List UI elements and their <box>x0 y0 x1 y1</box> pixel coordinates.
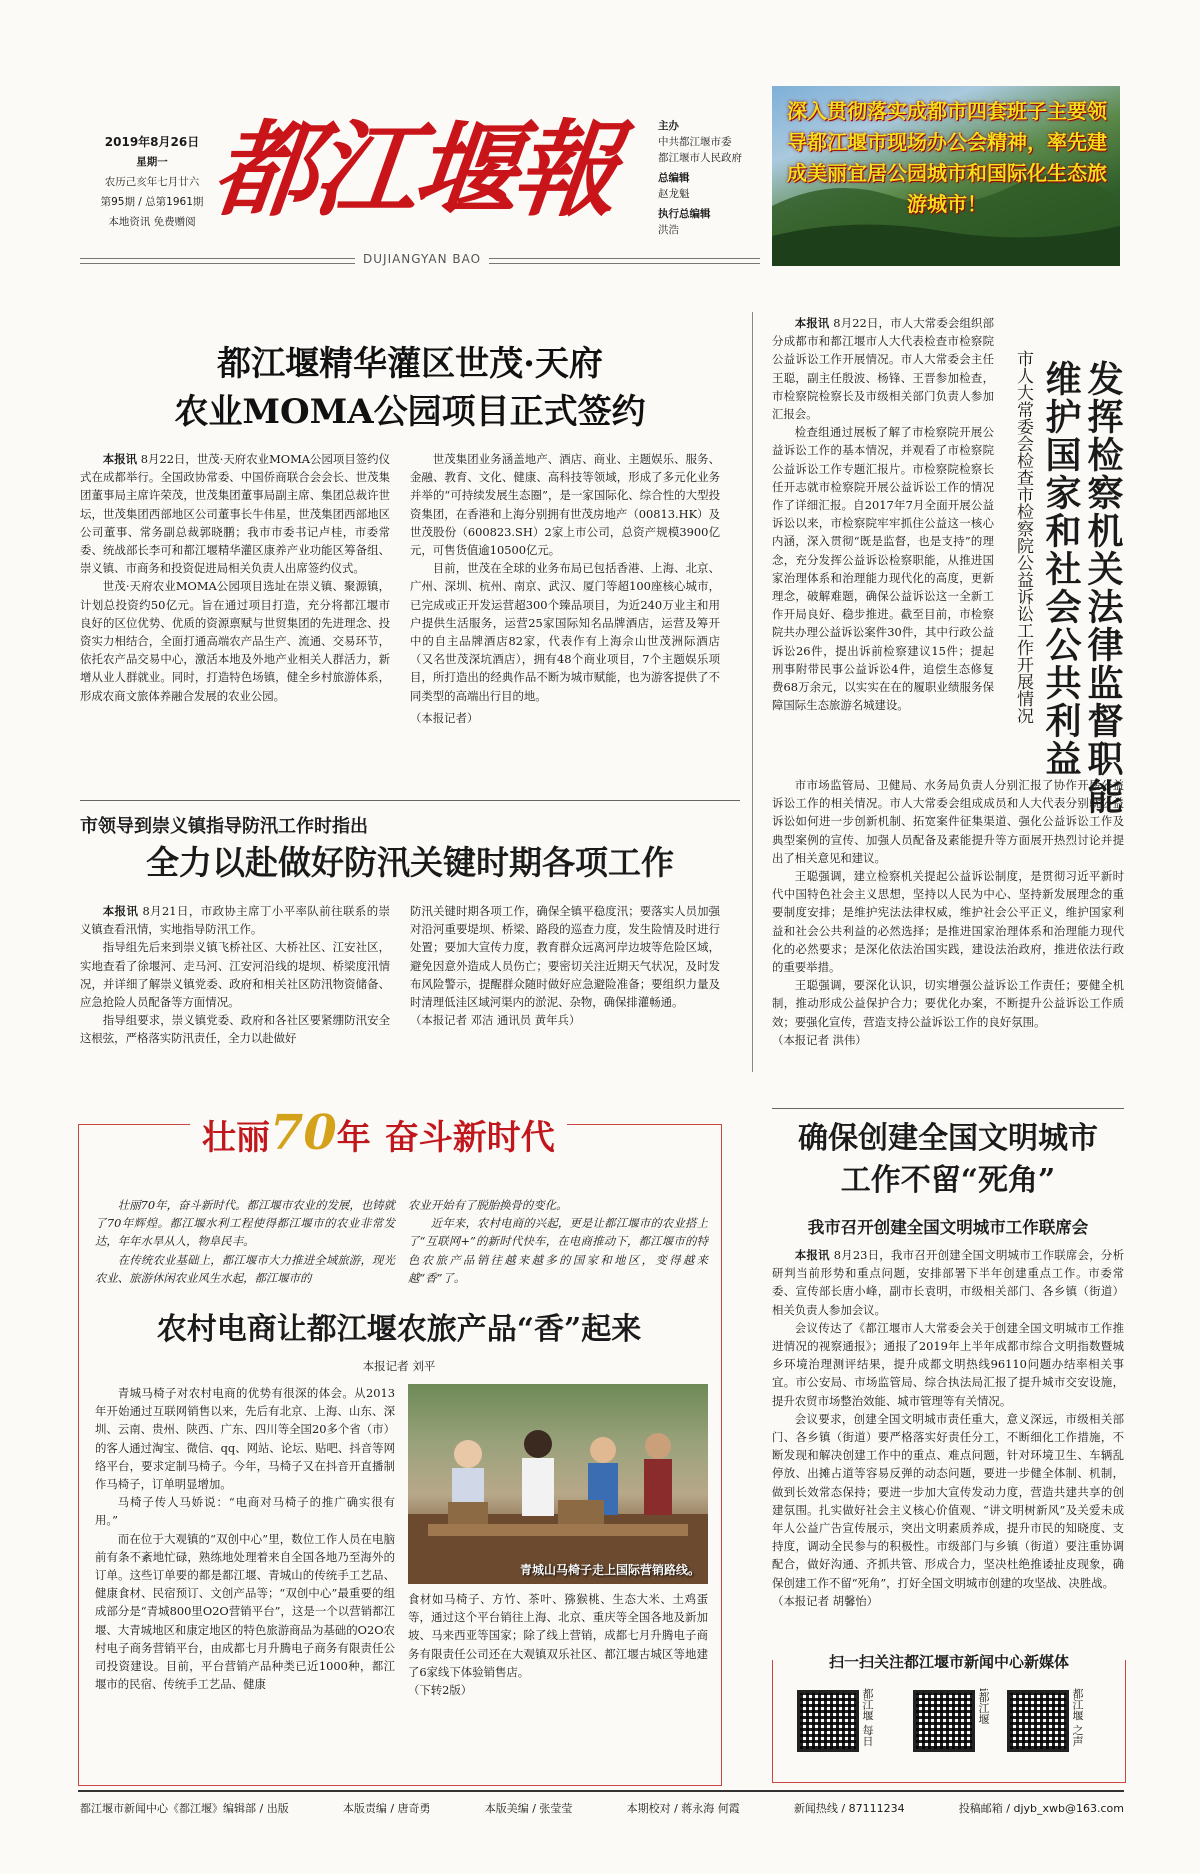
article2-para-4: 防汛关键时期各项工作，确保全镇平稳度汛；要落实人员加强对沿河重要堤坝、桥梁、路段的巡查力度，发生险情及时进行处置；要加大宣传力度，教育群众远离河岸边坡等危险区域，避免因意外造成人员伤亡；要密切关注近期天气状况，及时发布风险警示，提醒群众随时做好应急避险准备；要组织力量及时清理低洼区域河渠内的淤泥、杂物，确保排灌畅通。 <box>410 904 720 1010</box>
feature-intro-para-2: 在传统农业基础上，都江堰市大力推进全域旅游，现光农业、旅游休闲农业风生水起，都江堰市的 <box>95 1252 395 1285</box>
footer-publisher: 都江堰市新闻中心《都江堰》编辑部 / 出版 <box>80 1802 289 1815</box>
feature-para-3: 而在位于大观镇的“双创中心”里，数位工作人员在电脑前有条不紊地忙碌，熟练地处理着来自全国各地乃至海外的订单。这些订单要的都是都江堰、青城山的传统手工艺品、健康食材、民宿预订、文创产品等；“双创中心”最重要的组成部分是“青城800里O2O营销平台”，这是一个以营销都江堰、大青城地区和康定地区的特色旅游商品为基础的O2O农村电子商务营销平台，由成都七月升腾电子商务有限责任公司投资建设。目前，平台营销产品种类已近1000种，都江堰市的民宿、传统手工艺品、健康 <box>95 1531 395 1692</box>
article3-para-3: 市市场监管局、卫健局、水务局负责人分别汇报了协作开展公益诉讼工作的相关情况。市人大常委会组成成员和人大代表分别就公益诉讼如何进一步创新机制、拓宽案件征集渠道、强化公益诉讼工作及典型案例的宣传、加强人员配备及素能提升等方面展开热烈讨论并提出了相关意见和建议。 <box>772 778 1124 865</box>
article2-title: 全力以赴做好防汛关键时期各项工作 <box>146 843 674 882</box>
photo-scene <box>408 1384 708 1584</box>
article1-para-4: 目前，世茂在全球的业务布局已包括香港、上海、北京、广州、深圳、杭州、南京、武汉、厦门等超100座核心城市，已完成或正开发运营超300个臻品项目，为近240万业主和用户提供生活服务，运营25家国际知名品牌酒店，运营及筹开中的自主品牌酒店82家，代表作有上海佘山世茂洲际酒店（又名世茂深坑酒店），拥有48个商业项目，7个主题娱乐项目，所打造出的经典作品不断为城市赋能，也为游客提供了不同类型的高端出行目的地。 <box>410 561 720 703</box>
distribution-note: 本地资讯 免费赠阅 <box>108 216 196 228</box>
article3-para-5: 王聪强调，要深化认识，切实增强公益诉讼工作责任；要健全机制，推动形成公益保护合力；要优化办案，不断提升公益诉讼工作质效；要强化宣传，营造支持公益诉讼工作的良好氛围。 <box>772 978 1124 1029</box>
article2-para-2: 指导组先后来到崇义镇飞桥社区、大桥社区、江安社区，实地查看了徐堰河、走马河、江安河沿线的堤坝、桥梁度汛情况，并详细了解崇义镇党委、政府和相关社区防汛物资储备、应急抢险人员配备等方面情况。 <box>80 940 390 1010</box>
article1-para-1: 8月22日，世茂·天府农业MOMA公园项目签约仪式在成都举行。全国政协常委、中国侨商联合会会长、世茂集团董事局主席许荣茂，世茂集团董事局副主席、集团总裁许世坛，世茂集团西部地区公司董事长牛伟星，世茂集团西部地区公司董事、常务副总裁郭晓鹏；我市市委书记卢桂，市委常委、统战部长李可和都江堰精华灌区康养产业功能区筹备组、崇义镇、市商务和投资促进局相关负责人出席签约仪式。 <box>80 452 390 576</box>
masthead-credits <box>658 118 758 238</box>
qr-header: 扫一扫关注都江堰市新闻中心新媒体 <box>828 1653 1069 1671</box>
article1-para-3: 世茂集团业务涵盖地产、酒店、商业、主题娱乐、服务、金融、教育、文化、健康、高科技等领域，形成了多元化业务并举的“可持续发展生态圈”，是一家国际化、综合性的大型投资集团，在香港和上海分别拥有世茂房地产（00813.HK）及世茂股份（600823.SH）2家上市公司，总资产规模3900亿元，可售货值逾10500亿元。 <box>410 452 720 558</box>
article4-lead: 本报讯 <box>794 1248 830 1262</box>
feature-column-1 <box>95 1384 395 1693</box>
feature-banner-slogan: 奋斗新时代 <box>384 1118 555 1158</box>
article3-para-2: 检查组通过展板了解了市检察院开展公益诉讼工作的基本情况，并观看了市检察院公益诉讼工作专题汇报片。市检察院检察长任开志就市检察院开展公益诉讼工作的情况作了详细汇报。自2017年7月全面开展公益诉讼以来，市检察院牢牢抓住公益这一核心内涵，深入贯彻“既是监督，也是支持”的理念，充分发挥公益诉讼检察职能，从推进国家治理体系和治理能力现代化的高度，更新理念，破解难题，确保公益诉讼这一全新工作开局良好、稳步推进。截至目前，市检察院共办理公益诉讼案件30件，其中行政公益诉讼26件，提出诉前检察建议15件；提起刑事附带民事公益诉讼4件，追偿生态修复费68万余元，以实实在在的履职业绩服务保障国际生态旅游名城建设。 <box>772 425 994 713</box>
article2-byline: （本报记者 邓洁 通讯员 黄年兵） <box>410 1013 581 1028</box>
article4-byline: （本报记者 胡馨怡） <box>772 1593 879 1608</box>
article3-para-4: 王聪强调，建立检察机关提起公益诉讼制度，是贯彻习近平新时代中国特色社会主义思想，坚持以人民为中心、坚持新发展理念的重要制度安排；是维护宪法法律权威，维护社会公平正义，维护国家利益和社会公共利益的必然选择；是推进国家治理体系和治理能力现代化的必然要求；是深化依法治国实践，建设法治政府，推进依法行政的重要举措。 <box>772 869 1124 975</box>
article4-para-2: 会议传达了《都江堰市人大常委会关于创建全国文明城市工作推进情况的视察通报》；通报了2019年上半年成都市综合文明指数暨城乡环境治理测评结果，提升成都文明热线96110问题办结率相关事宜。市公安局、市场监管局、综合执法局汇报了提升城市交安设施，提升农贸市场整治效能、城市管理等有关情况。 <box>772 1320 1124 1408</box>
feature-para-4: 食材如马椅子、方竹、茶叶、猕猴桃、生态大米、土鸡蛋等，通过这个平台销往上海、北京、重庆等全国各地及新加坡、马来西亚等国家；除了线上营销，成都七月升腾电子商务有限责任公司还在大观镇双乐社区、都江堰古城区等地建了6家线下体验销售店。 <box>408 1592 708 1679</box>
feature-continued: （下转2版） <box>408 1683 473 1698</box>
article4-title-line-1: 确保创建全国文明城市 <box>798 1121 1098 1156</box>
feature-banner-word-1: 壮丽 <box>202 1118 270 1158</box>
exec-editor-name: 洪浩 <box>658 224 679 236</box>
article1-column-1 <box>80 450 390 705</box>
article2-para-3: 指导组要求，崇义镇党委、政府和各社区要紧绷防汛安全这根弦，严格落实防汛责任，全力以赴做好 <box>80 1013 390 1046</box>
qr-label-3: 都江堰 之声 <box>1071 1688 1084 1747</box>
article1-column-2 <box>410 450 720 727</box>
feature-intro-column-1 <box>95 1196 395 1287</box>
newspaper-name: 都江堰報 <box>207 108 621 231</box>
feature-banner-word-2: 年 <box>336 1118 371 1158</box>
article1-title-line-1: 都江堰精华灌区世茂·天府 <box>217 344 603 384</box>
issue-number: 第95期 / 总第1961期 <box>100 196 204 208</box>
article2-column-2 <box>410 902 720 1029</box>
feature-para-2: 马椅子传人马娇说：“电商对马椅子的推广确实很有用。” <box>95 1495 395 1528</box>
feature-intro-para-1: 壮丽70年，奋斗新时代。都江堰市农业的发展，也铸就了70年辉煌。都江堰水利工程使得都江堰市的农业非常发达，年年水旱从人，物阜民丰。 <box>95 1198 395 1249</box>
qr-code-3 <box>1007 1690 1069 1752</box>
article1-byline: （本报记者） <box>410 710 479 725</box>
article4-para-1: 8月23日，我市召开创建全国文明城市工作联席会，分析研判当前形势和重点问题，安排部署下半年创建重点工作。市委常委、宣传部长唐小峰，副市长袁明，市级相关部门、各乡镇（街道）相关负责人参加会议。 <box>772 1248 1124 1317</box>
issue-weekday: 星期一 <box>136 156 168 168</box>
article4-column <box>772 1246 1124 1610</box>
sponsor-2: 都江堰市人民政府 <box>658 152 742 164</box>
sponsor-1: 中共都江堰市委 <box>658 136 732 148</box>
footer-rule <box>78 1790 1124 1792</box>
article1-title-line-2: 农业MOMA公园项目正式签约 <box>174 392 646 432</box>
feature-photo <box>408 1384 708 1584</box>
feature-intro-column-2 <box>408 1196 708 1287</box>
feature-para-1: 青城马椅子对农村电商的优势有很深的体会。从2013年开始通过互联网销售以来，先后有北京、上海、山东、深圳、云南、贵州、陕西、广东、四川等全国20多个省（市）的客人通过淘宝、微信、qq、网站、论坛、贴吧、抖音等网络平台，要求定制马椅子。今年，马椅子又在抖音开直播制作马椅子，订单明显增加。 <box>95 1386 395 1492</box>
qr-box <box>772 1653 1126 1783</box>
feature-intro-para-3: 农业开始有了脱胎换骨的变化。 <box>408 1198 568 1212</box>
article2-lead: 本报讯 <box>102 904 139 918</box>
article4-title-line-2: 工作不留“死角” <box>840 1163 1056 1198</box>
article3-column-bottom <box>772 776 1124 1049</box>
qr-code-2 <box>913 1690 975 1752</box>
divider-2 <box>772 1108 1124 1109</box>
issue-date: 2019年8月26日 <box>104 135 200 149</box>
newspaper-name-en: DUJIANGYAN BAO <box>355 252 489 266</box>
feature-intro-para-4: 近年来，农村电商的兴起，更是让都江堰市的农业搭上了“互联网+”的新时代快车，在电商推动下，都江堰市的特色农旅产品销往越来越多的国家和地区，变得越来越“香”了。 <box>408 1216 708 1285</box>
article3-para-1: 8月22日，市人大常委会组织部分成都市和都江堰市人大代表检查市检察院公益诉讼工作开展情况。市人大常委会主任王聪，副主任殷波、杨锋、王晋参加检查，市检察院检察长及市级相关部门负责人参加汇报会。 <box>772 316 994 422</box>
sponsor-label: 主办 <box>658 120 679 132</box>
lunar-date: 农历己亥年七月廿六 <box>104 176 200 188</box>
qr-code-1 <box>797 1690 859 1752</box>
footer-designer: 本版美编 / 张莹莹 <box>484 1802 573 1815</box>
footer-hotline: 新闻热线 / 87111234 <box>793 1802 905 1815</box>
article3-subtitle: 市人大常委会检查市检察院公益诉讼工作开展情况 <box>1013 350 1033 724</box>
footer-proofreader: 本期校对 / 蒋永海 何霞 <box>626 1802 740 1815</box>
feature-banner <box>190 1105 567 1163</box>
qr-label-1: 都江堰 每日 <box>861 1688 874 1747</box>
article4-para-3: 会议要求，创建全国文明城市责任重大，意义深远，市级相关部门、各乡镇（街道）要严格落实好责任分工，不断细化工作措施，不断发现和解决创建工作中的重点、难点问题，针对环境卫生、车辆乱停放、出摊占道等容易反弹的动态问题，要进一步健全体制、机制，做到长效常态保持；要进一步加大宣传发动力度，营造共建共享的创建氛围。扎实做好社会主义核心价值观、“讲文明树新风”及关爱未成年人公益广告宣传展示，突出文明素质养成，提升市民的知晓度、支持度，调动全民参与的积极性。市级部门与乡镇（街道）要注重协调配合，做好沟通、齐抓共管、形成合力，坚决杜绝推诿扯皮现象，确保创建工作不留“死角”，打好全国文明城市创建的攻坚战、决胜战。 <box>772 1411 1124 1590</box>
article1-para-2: 世茂·天府农业MOMA公园项目选址在崇义镇、聚源镇，计划总投资约50亿元。旨在通过项目打造，充分将都江堰市良好的区位优势、优质的资源禀赋与世贸集团的先进理念、投资实力相结合，全面打通高端农产品生产、流通、交易环节，依托农产品交易中心，激活本地及外地产业相关人群活力，新增从业人群就业。同时，打造特色场镇，健全乡村旅游体系，形成农商文旅体养融合发展的农业公园。 <box>80 579 390 703</box>
article3-title: 发挥检察机关法律监督职能 维护国家和社会公共利益 <box>1040 360 1124 816</box>
feature-banner-number: 70 <box>270 1105 337 1161</box>
footer-editor: 本版责编 / 唐奇勇 <box>342 1802 431 1815</box>
qr-label-2: i都江堰 <box>977 1688 990 1725</box>
article3-lead: 本报讯 <box>794 316 830 330</box>
article3-column-top <box>772 314 994 714</box>
article2-column-1 <box>80 902 390 1048</box>
exec-editor-label: 执行总编辑 <box>658 208 711 220</box>
footer-email: 投稿邮箱 / djyb_xwb@163.com <box>958 1802 1124 1815</box>
feature-title: 农村电商让都江堰农旅产品“香”起来 <box>156 1312 642 1347</box>
article4-headline <box>772 1118 1124 1202</box>
banner-image <box>772 86 1120 266</box>
article2-para-1: 8月21日，市政协主席丁小平率队前往联系的崇义镇查看汛情，实地指导防汛工作。 <box>80 904 390 937</box>
article4-subtitle: 我市召开创建全国文明城市工作联席会 <box>807 1218 1089 1237</box>
banner-slogan: 深入贯彻落实成都市四套班子主要领导都江堰市现场办公会精神，率先建成美丽宜居公园城市和国际化生态旅游城市！ <box>787 99 1107 216</box>
feature-column-2 <box>408 1590 708 1699</box>
editor-label: 总编辑 <box>658 172 690 184</box>
article3-byline: （本报记者 洪伟） <box>772 1032 867 1047</box>
divider-1 <box>80 800 740 801</box>
article2-kicker: 市领导到崇义镇指导防汛工作时指出 <box>80 816 368 837</box>
photo-caption: 青城山马椅子走上国际营销路线。 <box>519 1563 700 1577</box>
newspaper-logo <box>207 100 684 260</box>
masthead-info <box>92 132 212 232</box>
article1-lead: 本报讯 <box>102 452 138 466</box>
footer <box>80 1800 1124 1816</box>
divider-vertical-right <box>752 312 753 1072</box>
editor-name: 赵龙魁 <box>658 188 690 200</box>
article1-headline <box>80 340 740 436</box>
feature-byline: 本报记者 刘平 <box>362 1359 436 1373</box>
